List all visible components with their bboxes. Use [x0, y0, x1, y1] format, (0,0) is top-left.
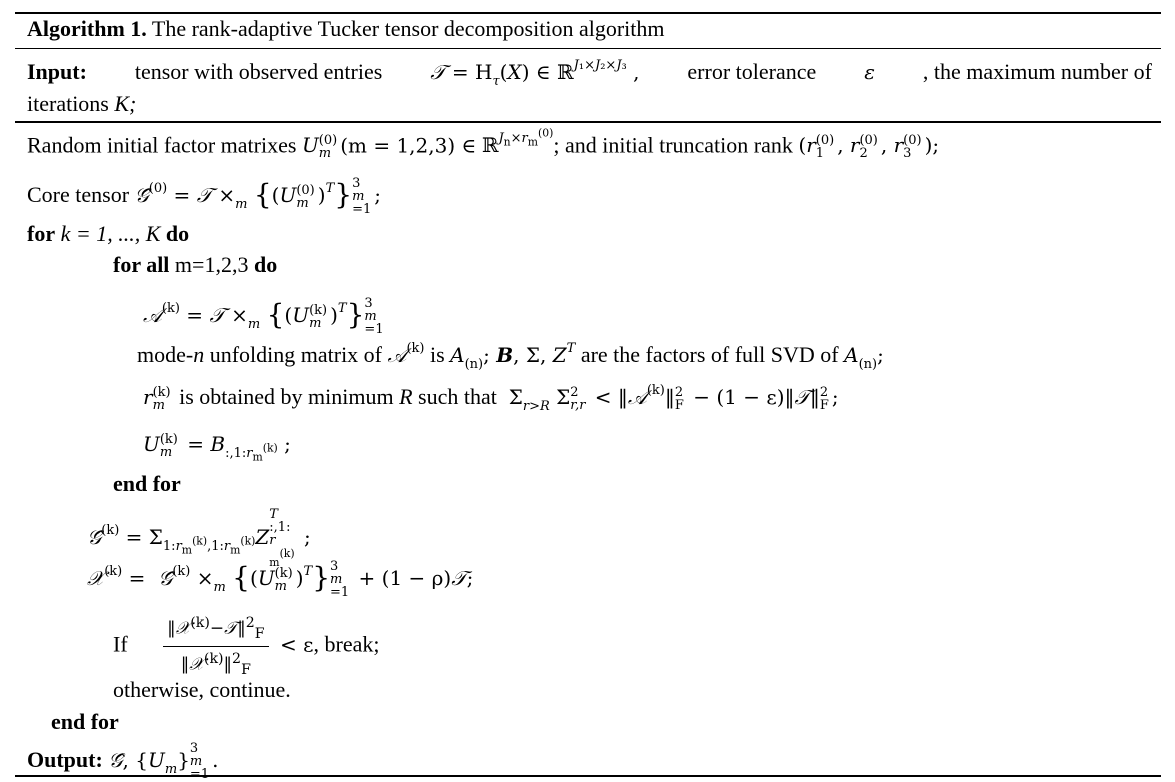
init-U-expr: U (0) m — [301, 132, 338, 161]
input-epsilon: ε — [864, 60, 875, 84]
header-rule — [15, 48, 1161, 49]
for-all-keyword: for all — [113, 252, 170, 277]
output-label: Output: — [27, 747, 103, 772]
U-update-line — [143, 430, 291, 465]
input-rule — [15, 121, 1161, 123]
algorithm-label: Algorithm 1. — [27, 16, 147, 41]
for-k-line — [27, 221, 189, 247]
X-update-line — [87, 560, 473, 599]
for-all-do: do — [253, 252, 278, 277]
init-rank-expr: (r (0) 1 , r (0) 2 , r (0) 3 ); — [798, 132, 940, 161]
rank-text: is obtained by minimum — [179, 384, 394, 409]
input-K: K; — [114, 91, 137, 116]
core-expr: 𝒢̂$^{(0)}$ = 𝒯 $\times_m$ {(U (0) m )$^T$} 3 m =1 ; — [134, 176, 381, 217]
rank-R: R — [399, 384, 413, 409]
rank-text-2: such that — [418, 384, 497, 409]
X-update-expr: 𝒳$^{(k)}$ = 𝒢̂$^{(k)}$ $\times_m$ {(U (k) m )$^T$} 3 m =1 + (1 − ρ)𝒯; — [87, 559, 474, 600]
core-line — [27, 177, 381, 216]
if-break: , break; — [313, 631, 380, 657]
input-text-after2: , the maximum number of — [922, 59, 1152, 84]
core-text: Core tensor — [27, 182, 130, 207]
for-all-range: m=1,2,3 — [174, 252, 249, 277]
init-text-3: ; and initial truncation rank — [553, 132, 793, 158]
end-for-outer: end for — [51, 709, 119, 734]
if-condition: < ε — [280, 632, 314, 657]
mode-line — [137, 342, 884, 372]
otherwise-line: otherwise, continue. — [113, 677, 291, 702]
mode-An-expr-2: $A_{(n)}$; — [844, 343, 884, 372]
G-update-expr: 𝒢̂$^{(k)}$ = $\Sigma_{1:r_m^{(k)},1:r_m^{(k)}}Z$ T :,1: r $_m^{(k)}$ ; — [87, 507, 311, 569]
init-text-2: (m = 1,2,3) ∈ — [340, 133, 477, 158]
A-line — [143, 297, 387, 336]
init-space-expr: ℝ$^{J_n\times r_m^{(0)}}$ — [481, 127, 554, 158]
output-line — [27, 742, 218, 781]
init-line — [27, 127, 940, 166]
for-k-keyword: for — [27, 221, 56, 246]
input-text-after: error tolerance — [687, 59, 817, 84]
end-for-inner: end for — [113, 471, 181, 496]
mode-text-2: unfolding matrix of — [209, 342, 383, 367]
algorithm-title-text: The rank-adaptive Tucker tensor decomposition algorithm — [151, 16, 665, 41]
init-text-1: Random initial factor matrixes — [27, 132, 297, 158]
input-text-line2: iterations — [27, 91, 109, 116]
input-line-2 — [27, 91, 136, 117]
algorithm-title — [27, 16, 664, 42]
mode-n: n — [193, 342, 205, 367]
input-text-before: tensor with observed entries — [134, 59, 383, 84]
rank-line — [143, 384, 839, 414]
mode-text-4: are the factors of full SVD of — [580, 342, 839, 367]
if-keyword: If — [113, 631, 128, 657]
mode-An-expr: $A_{(n)}$; B, Σ, $Z^T$ — [450, 341, 576, 372]
mode-A-symbol: 𝒜$^{(k)}$ — [387, 341, 425, 367]
U-update-expr: U (k) m = $B_{:,1:r_m^{(k)}}$ ; — [143, 431, 291, 464]
rank-r-symbol: r (k) m — [143, 384, 171, 413]
input-tensor-expr: 𝒯 = $H_\tau(X)$ ∈ ℝ$^{J_1\times J_2\times J_3}$ , — [430, 58, 640, 89]
convergence-fraction: $\frac{‖𝒳^{(k)}-𝒯‖^2_F}{‖𝒳^{(k)}‖^2_F}$ — [163, 612, 268, 681]
A-expr: 𝒜$^{(k)}$ = 𝒯 $\times_m$ {(U (k) m )$^T$} 3 m =1 — [143, 296, 384, 337]
mode-text-1: mode- — [137, 342, 194, 367]
for-all-line — [113, 252, 277, 278]
input-label: Input: — [27, 59, 87, 84]
input-line-1 — [27, 59, 1152, 89]
top-rule — [15, 12, 1161, 14]
if-line — [113, 612, 379, 681]
mode-text-3: is — [429, 342, 445, 367]
rank-condition-expr: $\Sigma_{r>R}$ Σ 2 r,r < ‖𝒜$^{(k)}$‖ 2 F − (1 − ε)‖𝒯‖ 2 F ; — [502, 383, 839, 414]
output-expr: 𝒢̂, $\{U_m\}$ 3 m =1 . — [108, 741, 219, 782]
for-k-range: k = 1, ..., K — [60, 221, 161, 246]
for-k-do: do — [165, 221, 190, 246]
